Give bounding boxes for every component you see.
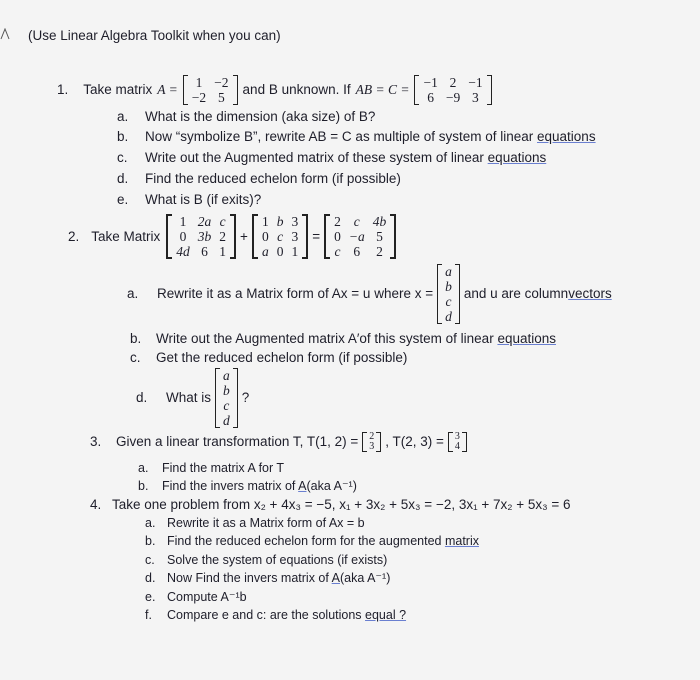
q2-take: Take Matrix [91, 228, 161, 244]
A-link[interactable]: A [298, 479, 307, 493]
T23-vector: 3 4 [448, 432, 467, 452]
q4-number: 4. [90, 497, 102, 512]
question-4: 4. Take one problem from x₂ + 4x₃ = −5, x₁ + 3x₂ + 5x₃ = −2, 3x₁ + 7x₂ + 5x₃ = 6 [90, 497, 571, 512]
q1-take: Take matrix [83, 82, 153, 97]
T12-vector: 2 3 [362, 432, 381, 452]
equations-link[interactable]: equations [497, 331, 556, 346]
matrix-M2: 1 b 3 0 c 3 a 0 1 [252, 214, 308, 259]
matrix-A: 1 −2 −2 5 [183, 75, 238, 105]
q1-mid: and B unknown. If [242, 82, 351, 97]
q3-number: 3. [90, 434, 102, 449]
d-vector: a b c d [215, 368, 238, 428]
q1-item-e: e. What is B (if exits)? [117, 192, 262, 207]
q2-item-c: c. Get the reduced echelon form (if possible) [130, 350, 408, 365]
matrix-link[interactable]: matrix [444, 534, 479, 548]
question-2 [68, 214, 396, 259]
q2-plus: + [240, 228, 248, 244]
q2-item-d: d. What is a b c d ? [136, 368, 250, 428]
q4-item-f: f. Compare e and c: are the solutions equal ? [145, 608, 407, 622]
pen-cursor-icon [0, 28, 10, 40]
q1-item-a: a. What is the dimension (aka size) of B? [117, 109, 376, 124]
q2-item-a: a. Rewrite it as a Matrix form of Ax = u where x = a b c d and u are column vectors [127, 264, 612, 324]
q4-item-a: a. Rewrite it as a Matrix form of Ax = b [145, 516, 365, 530]
q3-item-a: a. Find the matrix A for T [138, 461, 285, 475]
q1-A-label: A = [157, 82, 178, 97]
vectors-link[interactable]: vectors [568, 286, 612, 301]
q1-eq: AB = C = [355, 82, 410, 97]
q4-item-e: e. Compute A⁻¹b [145, 590, 247, 604]
q2-equals: = [312, 228, 321, 244]
q4-item-c: c. Solve the system of equations (if exists) [145, 553, 388, 567]
question-1 [57, 75, 492, 105]
q4-item-b: b. Find the reduced echelon form for the augmented matrix [145, 534, 479, 548]
q4-item-d: d. Now Find the invers matrix of A(aka A⁻¹) [145, 571, 391, 585]
question-3: 3. Given a linear transformation T, T(1, 2) = 2 3 , T(2, 3) = 3 4 [90, 432, 467, 452]
q1-item-c: c. Write out the Augmented matrix of these system of linear equations [117, 150, 547, 165]
q1-item-b: b. Now “symbolize B”, rewrite AB = C as multiple of system of linear equations [117, 129, 596, 144]
q1-item-d: d. Find the reduced echelon form (if possible) [117, 171, 401, 186]
matrix-C: −1 2 −1 6 −9 3 [414, 75, 491, 105]
matrix-M1: 1 2a c 0 3b 2 4d 6 1 [166, 214, 236, 259]
equations-link[interactable]: equations [487, 150, 547, 165]
x-vector: a b c d [437, 264, 460, 324]
equal-link[interactable]: equal ? [365, 608, 407, 622]
matrix-M3: 2 c 4b 0 −a 5 c 6 2 [324, 214, 396, 259]
A-link[interactable]: A [331, 571, 340, 585]
equations-link[interactable]: equations [537, 129, 596, 144]
header-note: (Use Linear Algebra Toolkit when you can) [28, 28, 281, 43]
q2-number: 2. [68, 228, 80, 244]
q1-number: 1. [57, 82, 69, 97]
q3-item-b: b. Find the invers matrix of A(aka A⁻¹) [138, 479, 357, 493]
q2-item-b: b. Write out the Augmented matrix A′of this system of linear equations [130, 331, 556, 346]
